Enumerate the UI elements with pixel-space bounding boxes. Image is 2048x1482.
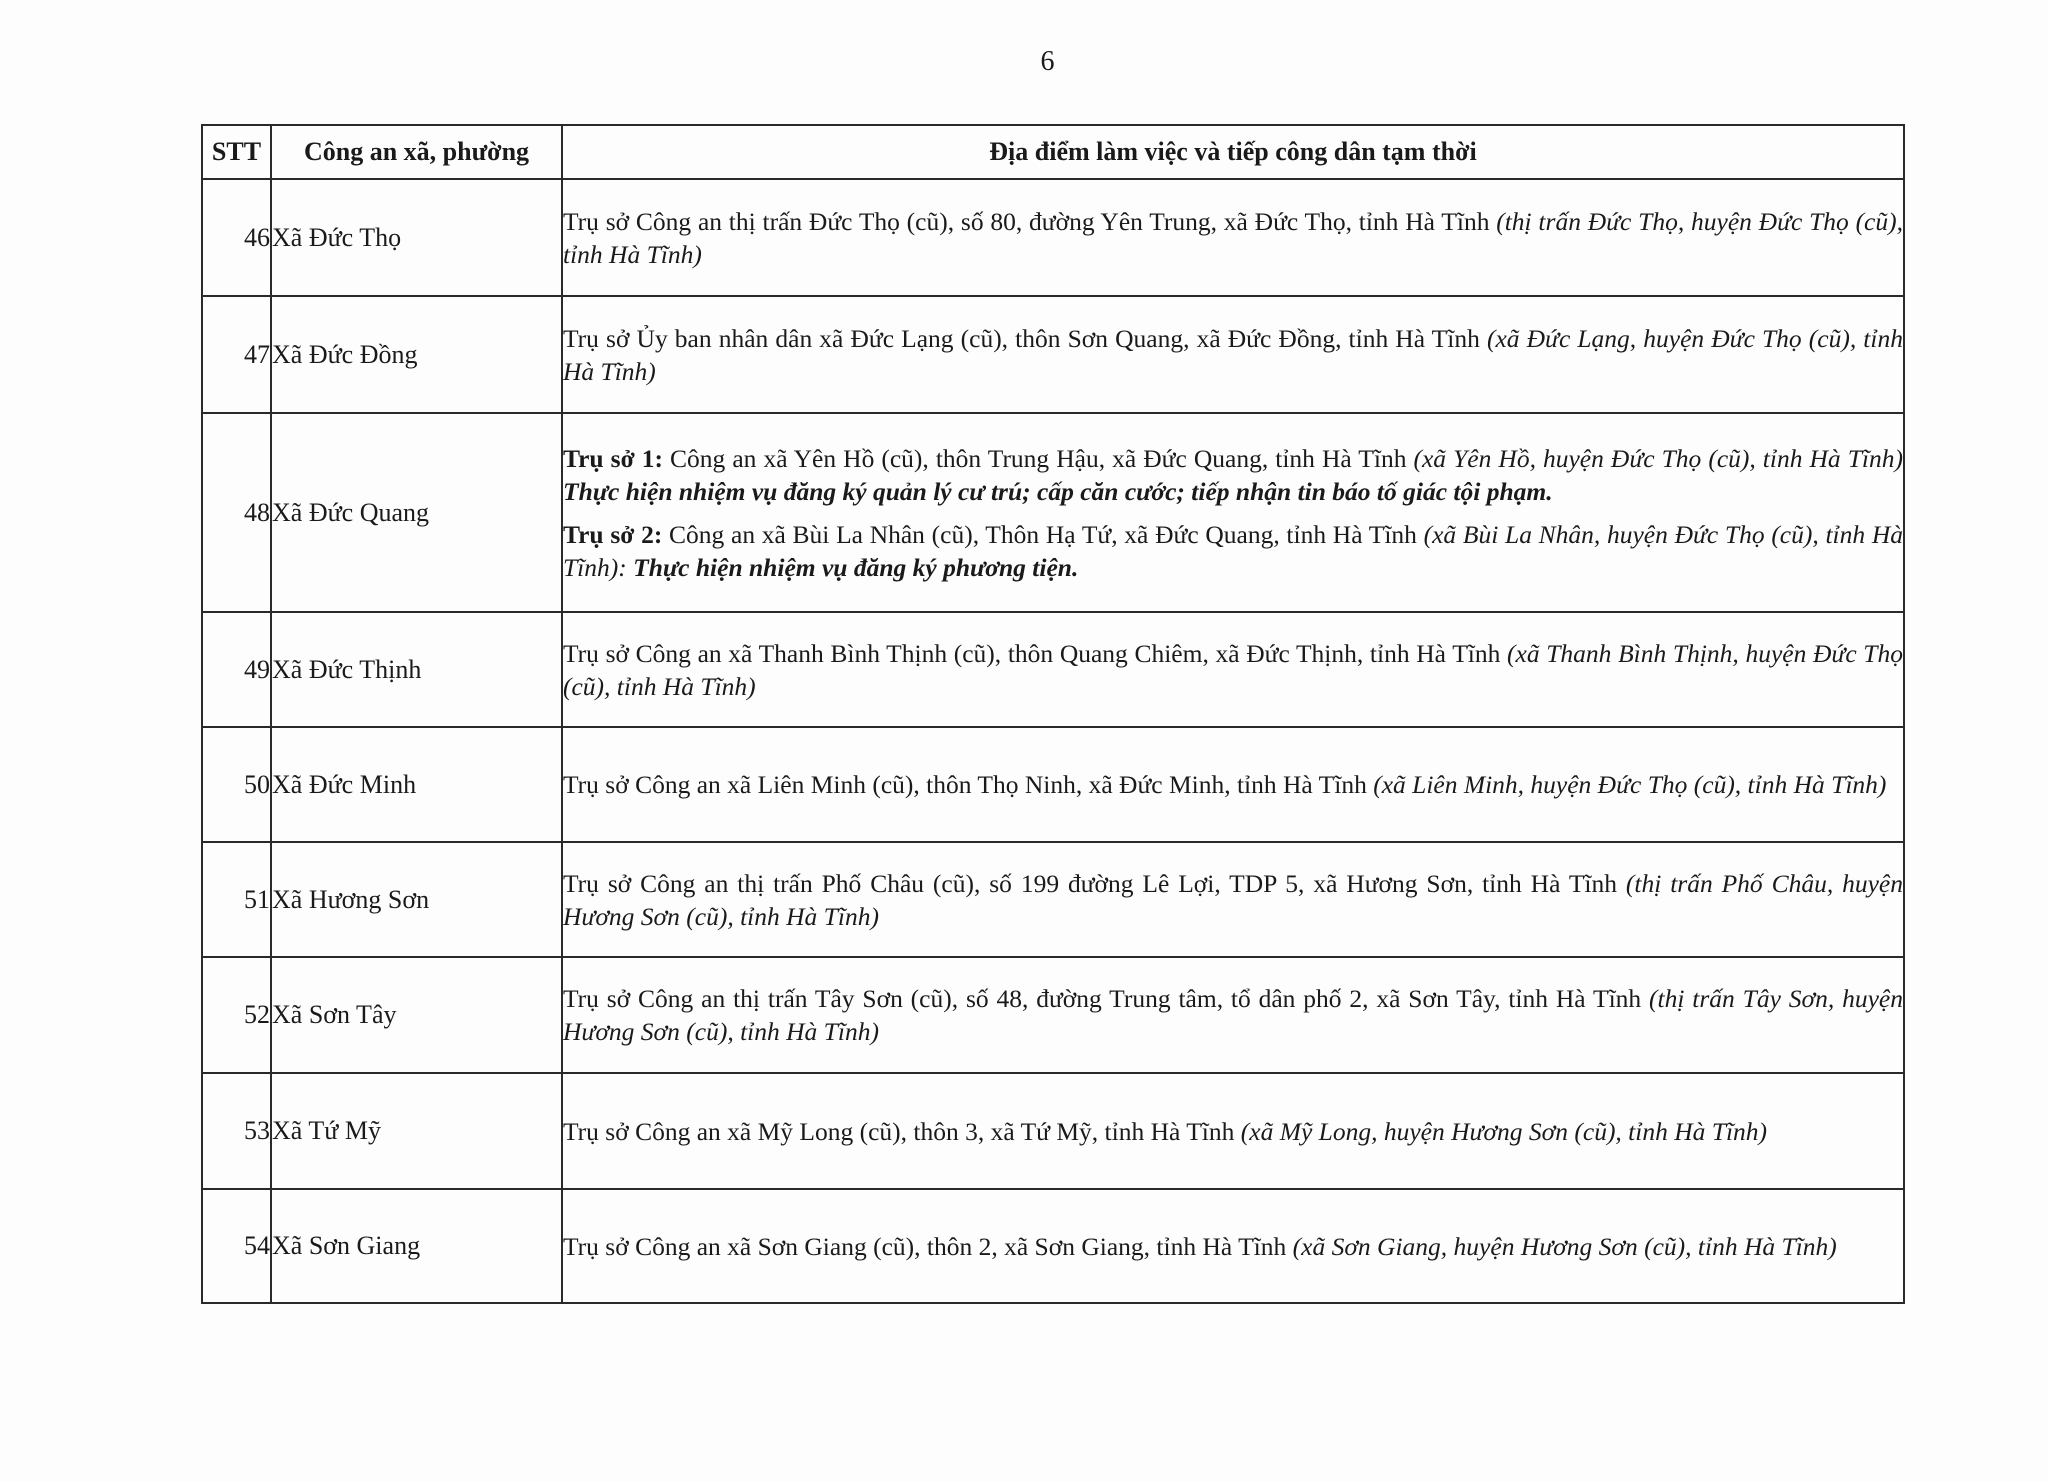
former-unit-note: (xã Sơn Giang, huyện Hương Sơn (cũ), tỉnh Hà Tĩnh) (1292, 1231, 1837, 1261)
location-cell (562, 413, 1904, 612)
row-number: 48 (202, 413, 271, 612)
row-number: 53 (202, 1073, 271, 1189)
location-paragraph (563, 1115, 1903, 1148)
address-text: Công an xã Bùi La Nhân (cũ), Thôn Hạ Tứ, xã Đức Quang, tỉnh Hà Tĩnh (662, 519, 1424, 549)
former-unit-note: (xã Đức Lạng, huyện Đức Thọ (cũ), tỉnh Hà Tĩnh) (563, 323, 1903, 386)
location-paragraph (563, 982, 1903, 1048)
location-cell (562, 1073, 1904, 1189)
address-text: Trụ sở Công an thị trấn Đức Thọ (cũ), số 80, đường Yên Trung, xã Đức Thọ, tỉnh Hà Tĩnh (563, 206, 1497, 236)
location-paragraph (563, 205, 1903, 271)
unit-name: Xã Sơn Giang (271, 1189, 562, 1303)
task-description: Thực hiện nhiệm vụ đăng ký quản lý cư trú; cấp căn cước; tiếp nhận tin báo tố giác tội phạm. (563, 476, 1553, 506)
address-text: Trụ sở Ủy ban nhân dân xã Đức Lạng (cũ), thôn Sơn Quang, xã Đức Đồng, tỉnh Hà Tĩnh (563, 323, 1487, 353)
unit-name: Xã Đức Quang (271, 413, 562, 612)
former-unit-note: (xã Thanh Bình Thịnh, huyện Đức Thọ (cũ), tỉnh Hà Tĩnh) (563, 638, 1903, 701)
location-cell (562, 612, 1904, 727)
row-number: 54 (202, 1189, 271, 1303)
former-unit-note: (xã Mỹ Long, huyện Hương Sơn (cũ), tỉnh Hà Tĩnh) (1240, 1116, 1768, 1146)
task-description: Thực hiện nhiệm vụ đăng ký phương tiện. (626, 552, 1079, 582)
location-paragraph (563, 442, 1903, 508)
address-text: Công an xã Yên Hồ (cũ), thôn Trung Hậu, xã Đức Quang, tỉnh Hà Tĩnh (663, 443, 1414, 473)
location-paragraph (563, 768, 1903, 801)
address-text: Trụ sở Công an xã Thanh Bình Thịnh (cũ), thôn Quang Chiêm, xã Đức Thịnh, tỉnh Hà Tĩnh (563, 638, 1508, 668)
header-row (202, 125, 1904, 179)
office-label: Trụ sở 1: (563, 443, 663, 473)
table-row (202, 1073, 1904, 1189)
unit-name: Xã Sơn Tây (271, 957, 562, 1073)
location-paragraph (563, 637, 1903, 703)
unit-name: Xã Đức Minh (271, 727, 562, 842)
unit-name: Xã Hương Sơn (271, 842, 562, 957)
former-unit-note: (thị trấn Phố Châu, huyện Hương Sơn (cũ), tỉnh Hà Tĩnh) (563, 868, 1903, 931)
table-row (202, 612, 1904, 727)
row-number: 49 (202, 612, 271, 727)
address-text: Trụ sở Công an xã Sơn Giang (cũ), thôn 2, xã Sơn Giang, tỉnh Hà Tĩnh (563, 1231, 1293, 1261)
location-paragraph (563, 1230, 1903, 1263)
location-paragraph (563, 518, 1903, 584)
row-number: 50 (202, 727, 271, 842)
location-cell (562, 957, 1904, 1073)
location-cell (562, 842, 1904, 957)
address-text: Trụ sở Công an xã Mỹ Long (cũ), thôn 3, xã Tứ Mỹ, tỉnh Hà Tĩnh (563, 1116, 1241, 1146)
table-row (202, 957, 1904, 1073)
table-row (202, 1189, 1904, 1303)
address-text: Trụ sở Công an thị trấn Phố Châu (cũ), số 199 đường Lê Lợi, TDP 5, xã Hương Sơn, tỉnh Hà Tĩnh (563, 868, 1626, 898)
unit-name: Xã Tứ Mỹ (271, 1073, 562, 1189)
row-number: 47 (202, 296, 271, 413)
table-row (202, 296, 1904, 413)
former-unit-note: (xã Liên Minh, huyện Đức Thọ (cũ), tỉnh Hà Tĩnh) (1373, 770, 1887, 799)
unit-name: Xã Đức Đồng (271, 296, 562, 413)
row-number: 52 (202, 957, 271, 1073)
location-cell (562, 296, 1904, 413)
table-header (202, 125, 1904, 179)
address-text: Trụ sở Công an thị trấn Tây Sơn (cũ), số 48, đường Trung tâm, tổ dân phố 2, xã Sơn Tây, tỉnh Hà Tĩnh (563, 984, 1650, 1013)
table-row (202, 413, 1904, 612)
header-unit: Công an xã, phường (271, 125, 562, 179)
table-row (202, 842, 1904, 957)
header-location: Địa điểm làm việc và tiếp công dân tạm thời (562, 125, 1904, 179)
location-cell (562, 727, 1904, 842)
page-number: 6 (1040, 46, 1055, 77)
row-number: 46 (202, 179, 271, 296)
former-unit-note: (thị trấn Đức Thọ, huyện Đức Thọ (cũ), tỉnh Hà Tĩnh) (563, 206, 1903, 269)
row-number: 51 (202, 842, 271, 957)
header-stt: STT (202, 125, 271, 179)
location-cell (562, 179, 1904, 296)
location-paragraph (563, 867, 1903, 933)
address-text: Trụ sở Công an xã Liên Minh (cũ), thôn Thọ Ninh, xã Đức Minh, tỉnh Hà Tĩnh (563, 770, 1374, 799)
office-label: Trụ sở 2: (563, 519, 663, 549)
table-row (202, 179, 1904, 296)
unit-name: Xã Đức Thọ (271, 179, 562, 296)
police-locations-table (201, 124, 1905, 1304)
table-row (202, 727, 1904, 842)
location-paragraph (563, 322, 1903, 388)
unit-name: Xã Đức Thịnh (271, 612, 562, 727)
former-unit-note: (xã Yên Hồ, huyện Đức Thọ (cũ), tỉnh Hà Tĩnh) (1413, 443, 1903, 473)
former-unit-note: (xã Bùi La Nhân, huyện Đức Thọ (cũ), tỉnh Hà Tĩnh): (563, 519, 1903, 582)
location-cell (562, 1189, 1904, 1303)
former-unit-note: (thị trấn Tây Sơn, huyện Hương Sơn (cũ), tỉnh Hà Tĩnh) (563, 984, 1903, 1046)
table-body (202, 179, 1904, 1303)
